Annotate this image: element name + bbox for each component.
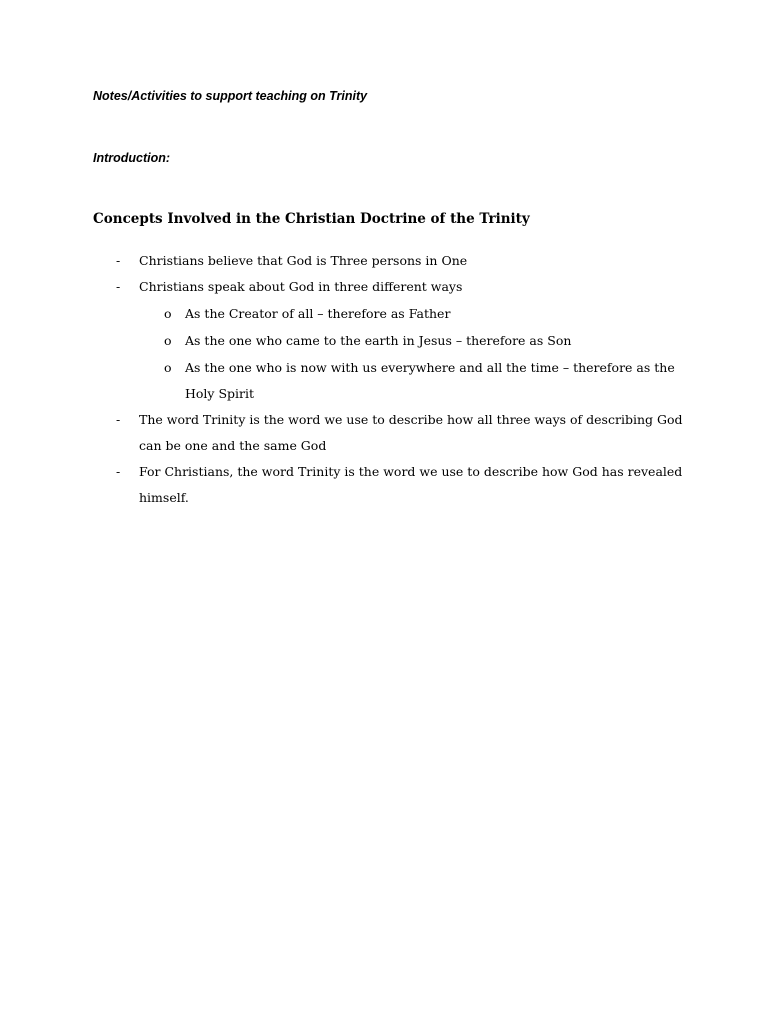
sub-list-item: [0, 328, 768, 354]
list-item-text: The word Trinity is the word we use to describe how all three ways of describing God can be one and the same God: [139, 412, 683, 453]
concepts-list: [0, 248, 768, 511]
circle-bullet: o: [164, 360, 172, 375]
dash-bullet: -: [116, 464, 121, 479]
document-title: Notes/Activities to support teaching on Trinity: [93, 89, 368, 103]
section-heading: Concepts Involved in the Christian Doctrine of the Trinity: [93, 211, 530, 227]
sub-list-item-text: As the one who came to the earth in Jesus – therefore as Son: [185, 333, 572, 348]
circle-bullet: o: [164, 306, 172, 321]
list-item-text: For Christians, the word Trinity is the word we use to describe how God has revealed himself.: [139, 464, 683, 505]
sub-list-item: [0, 355, 768, 407]
list-item: [0, 459, 768, 511]
list-item-text: Christians speak about God in three different ways: [139, 279, 463, 294]
dash-bullet: -: [116, 253, 121, 268]
list-item: [0, 274, 768, 300]
circle-bullet: o: [164, 333, 172, 348]
dash-bullet: -: [116, 279, 121, 294]
introduction-label: Introduction:: [93, 151, 171, 165]
sub-list-item: [0, 301, 768, 327]
dash-bullet: -: [116, 412, 121, 427]
list-item: [0, 407, 768, 459]
list-item: [0, 248, 768, 274]
sub-list-item-text: As the one who is now with us everywhere and all the time – therefore as the Holy Spirit: [185, 360, 675, 401]
sub-list-item-text: As the Creator of all – therefore as Father: [185, 306, 451, 321]
list-item-text: Christians believe that God is Three persons in One: [139, 253, 468, 268]
